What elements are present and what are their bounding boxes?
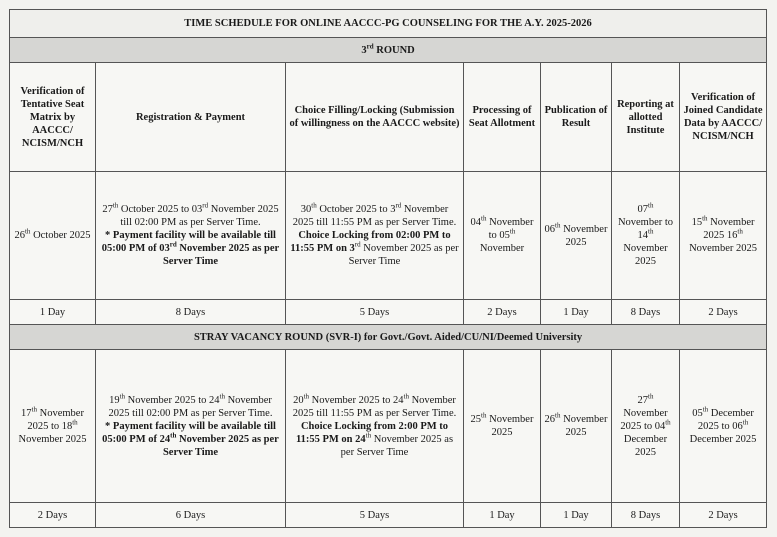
round-3-label: 3rd ROUND — [10, 38, 767, 63]
table-title: TIME SCHEDULE FOR ONLINE AACCC-PG COUNSELING FOR THE A.Y. 2025-2026 — [10, 10, 767, 38]
r3-choice-dates: 30th October 2025 to 3rd November 2025 till 11:55 PM as per Server Time. Choice Locking from 02:00 PM to 11:55 PM on 3rd November 2025 as per Server Time — [286, 172, 464, 300]
schedule-table — [9, 9, 767, 528]
header-choice-filling: Choice Filling/Locking (Submission of willingness on the AACCC website) — [286, 63, 464, 172]
duration-cell: 8 Days — [612, 300, 680, 325]
duration-cell: 2 Days — [10, 503, 96, 528]
r3-registration-dates: 27th October 2025 to 03rd November 2025 till 02:00 PM as per Server Time. * Payment facility will be available till 05:00 PM of 03rd November 2025 as per Server Time — [96, 172, 286, 300]
svr-row — [10, 350, 767, 503]
header-publication: Publication of Result — [541, 63, 612, 172]
svr-registration-dates: 19th November 2025 to 24th November 2025 till 02:00 PM as per Server Time. * Payment facility will be available till 05:00 PM of 24th November 2025 as per Server Time — [96, 350, 286, 503]
header-reporting: Reporting at allotted Institute — [612, 63, 680, 172]
r3-joined-verification-dates: 15th November 2025 16th November 2025 — [680, 172, 767, 300]
svr-processing-date: 25th November 2025 — [464, 350, 541, 503]
svr-choice-dates: 20th November 2025 to 24th November 2025 till 11:55 PM as per Server Time. Choice Locking from 2:00 PM to 11:55 PM on 24th November 2025 as per Server Time — [286, 350, 464, 503]
duration-cell: 8 Days — [96, 300, 286, 325]
r3-reporting-dates: 07th November to 14th November 2025 — [612, 172, 680, 300]
duration-cell: 1 Day — [541, 503, 612, 528]
duration-cell: 5 Days — [286, 300, 464, 325]
duration-cell: 1 Day — [464, 503, 541, 528]
duration-cell: 5 Days — [286, 503, 464, 528]
duration-cell: 2 Days — [680, 503, 767, 528]
duration-cell: 1 Day — [541, 300, 612, 325]
round-3-row — [10, 172, 767, 300]
header-row — [10, 63, 767, 172]
round-3-durations — [10, 300, 767, 325]
duration-cell: 6 Days — [96, 503, 286, 528]
duration-cell: 1 Day — [10, 300, 96, 325]
header-verification-joined: Verification of Joined Candidate Data by AACCC/ NCISM/NCH — [680, 63, 767, 172]
duration-cell: 2 Days — [464, 300, 541, 325]
svr-joined-verification-dates: 05th December 2025 to 06th December 2025 — [680, 350, 767, 503]
svr-durations — [10, 503, 767, 528]
duration-cell: 2 Days — [680, 300, 767, 325]
svr-verification-dates: 17th November 2025 to 18th November 2025 — [10, 350, 96, 503]
svr-result-date: 26th November 2025 — [541, 350, 612, 503]
svr-reporting-dates: 27th November 2025 to 04th December 2025 — [612, 350, 680, 503]
header-processing: Processing of Seat Allotment — [464, 63, 541, 172]
r3-verification-date: 26th October 2025 — [10, 172, 96, 300]
r3-processing-dates: 04th November to 05th November — [464, 172, 541, 300]
duration-cell: 8 Days — [612, 503, 680, 528]
header-verification-seat-matrix: Verification of Tentative Seat Matrix by AACCC/ NCISM/NCH — [10, 63, 96, 172]
r3-result-date: 06th November 2025 — [541, 172, 612, 300]
header-registration-payment: Registration & Payment — [96, 63, 286, 172]
svr-round-label: STRAY VACANCY ROUND (SVR-I) for Govt./Govt. Aided/CU/NI/Deemed University — [10, 325, 767, 350]
